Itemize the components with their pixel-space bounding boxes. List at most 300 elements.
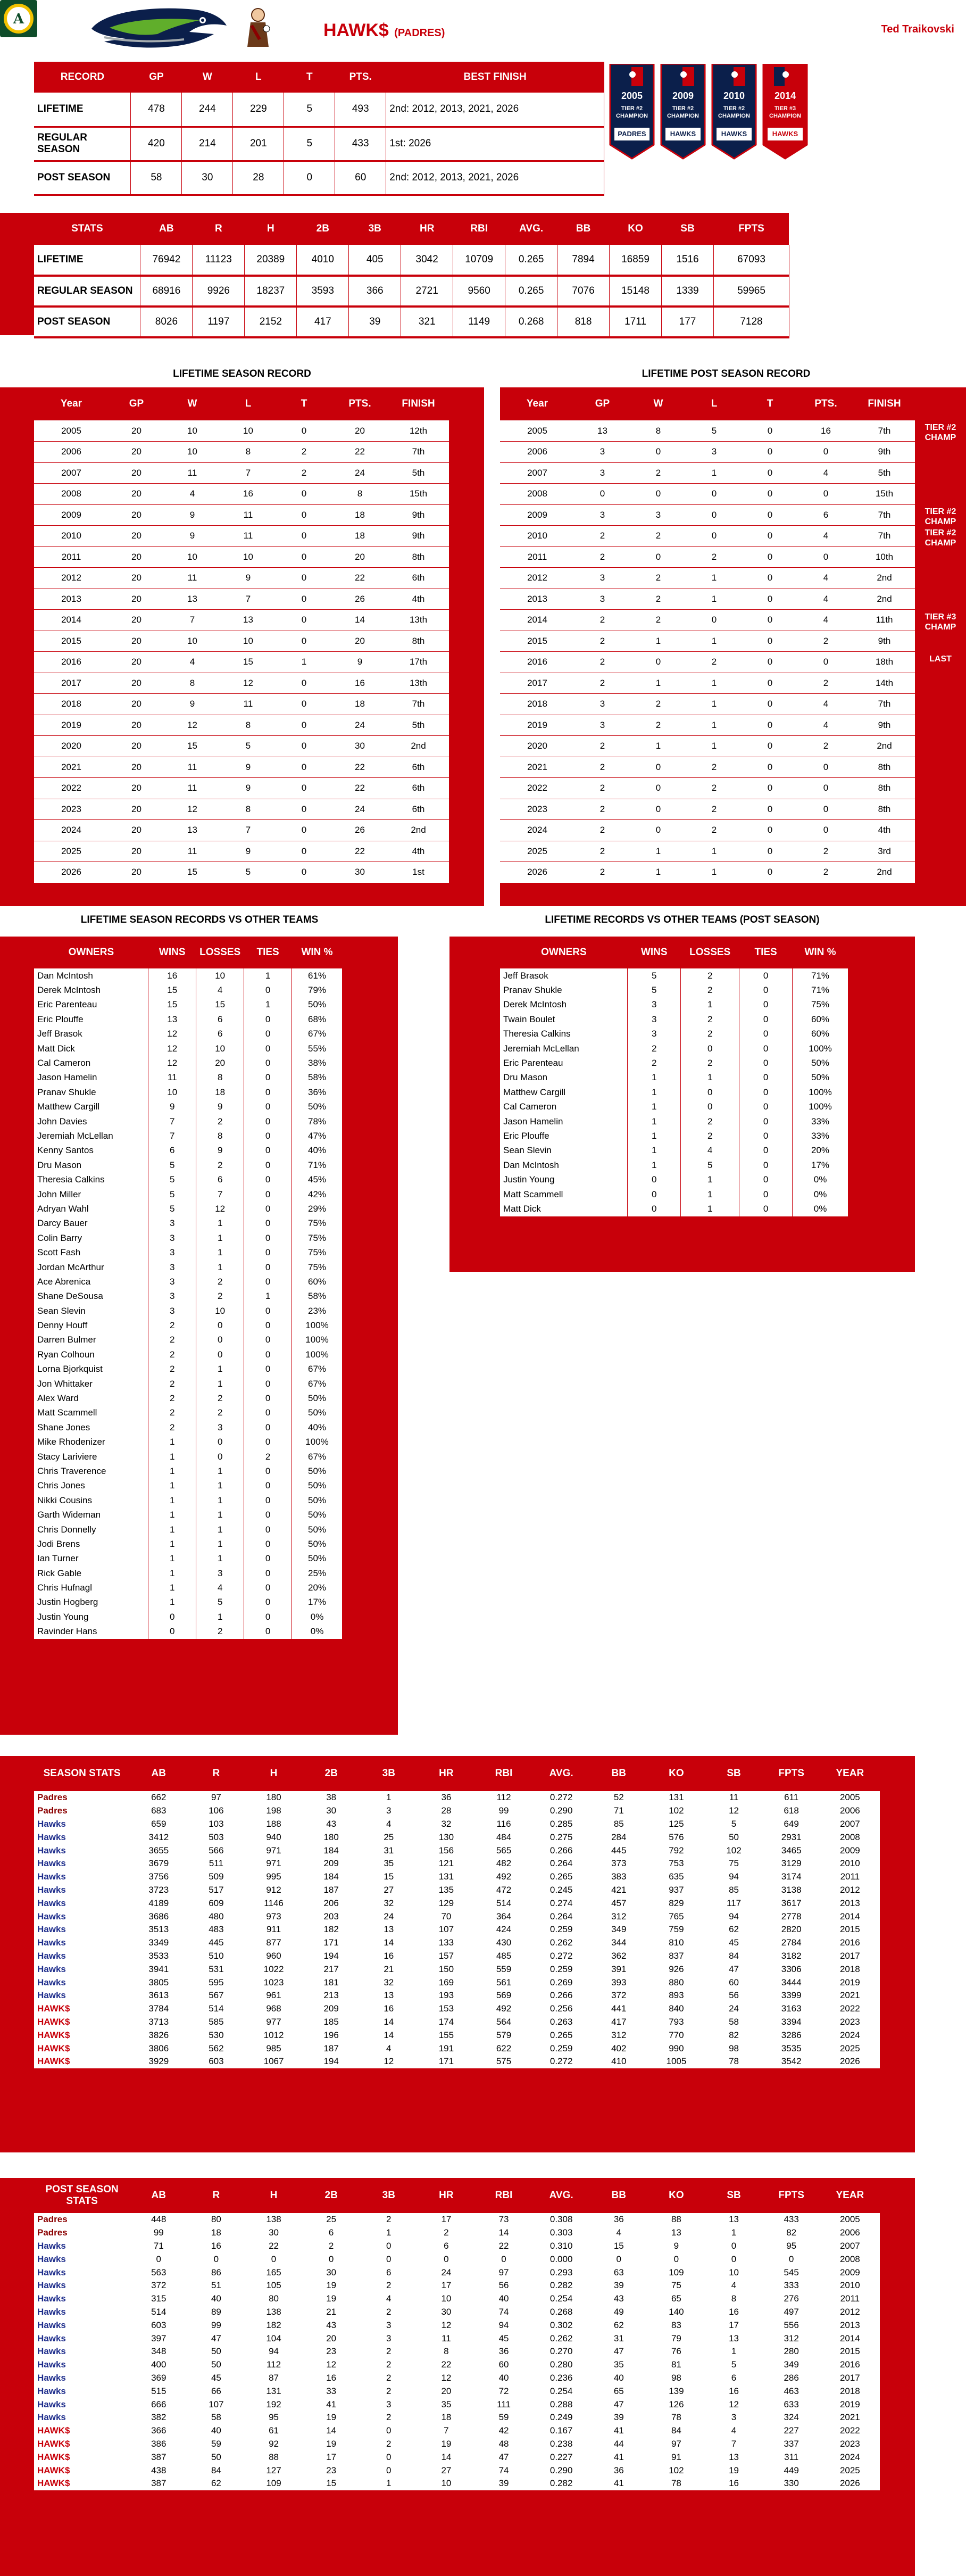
- column-header: AB: [151, 2190, 166, 2201]
- table-cell: 14: [384, 2016, 394, 2027]
- table-cell: 60%: [793, 1027, 848, 1041]
- table-cell: 2: [681, 1027, 739, 1041]
- table-cell: 109: [266, 2478, 281, 2489]
- table-cell: 98: [729, 2043, 739, 2053]
- table-cell: 3: [630, 504, 686, 526]
- table-cell: 13th: [388, 610, 449, 631]
- table-cell: 1: [386, 1792, 392, 1803]
- table-cell: 0: [742, 673, 798, 694]
- table-cell: 20: [109, 715, 164, 736]
- table-cell: 5: [148, 1202, 196, 1216]
- banner-text: PADRES: [618, 130, 646, 138]
- table-cell: 40: [613, 2372, 624, 2383]
- table-cell: 201: [233, 127, 284, 161]
- table-cell: 0: [628, 1172, 681, 1187]
- table-row: [500, 546, 915, 568]
- table-cell: 109: [669, 2267, 684, 2277]
- column-header: OWNERS: [541, 947, 587, 958]
- table-cell: 85: [613, 1818, 624, 1829]
- table-cell: 0: [686, 484, 742, 505]
- table-cell: 3: [574, 442, 630, 463]
- table-cell: 10: [196, 1304, 244, 1318]
- champ-note: TIER #3 CHAMP: [925, 612, 956, 632]
- table-cell: 531: [209, 1964, 224, 1974]
- table-cell: 40: [211, 2293, 221, 2304]
- table-cell: 364: [496, 1911, 512, 1921]
- table-row: [34, 1289, 343, 1304]
- table-row: [500, 1202, 848, 1216]
- table-cell: 28: [233, 161, 284, 195]
- table-cell: 912: [266, 1884, 281, 1895]
- table-cell: 880: [669, 1977, 684, 1987]
- table-cell: 810: [669, 1937, 684, 1948]
- table-cell: 3513: [148, 1924, 169, 1935]
- table-cell: 25%: [292, 1566, 343, 1580]
- table-cell: 15: [148, 983, 196, 997]
- table-cell: 2: [574, 778, 630, 799]
- table-cell: 0: [798, 652, 854, 673]
- table-row: [34, 2002, 880, 2016]
- table-cell: 24: [384, 1911, 394, 1921]
- column-header: T: [767, 398, 773, 409]
- table-cell: 0: [742, 694, 798, 715]
- table-cell: 16: [384, 2003, 394, 2014]
- season-record-table: [34, 387, 449, 883]
- table-cell: 75%: [292, 1245, 343, 1260]
- table-cell: 61%: [292, 968, 343, 983]
- table-cell: Lorna Bjorkquist: [34, 1362, 148, 1377]
- column-header: H: [270, 2190, 278, 2201]
- table-cell: 0: [276, 694, 332, 715]
- table-cell: 50%: [292, 1493, 343, 1508]
- table-cell: Eric Plouffe: [34, 1012, 148, 1026]
- table-cell: 22: [332, 757, 388, 778]
- table-cell: 0.245: [549, 1884, 573, 1895]
- table-cell: 433: [784, 2214, 799, 2225]
- table-cell: 3826: [148, 2030, 169, 2040]
- table-cell: 55%: [292, 1041, 343, 1056]
- table-row: [34, 2332, 880, 2345]
- table-cell: 20: [109, 757, 164, 778]
- table-cell: 3: [148, 1304, 196, 1318]
- table-cell: 2: [686, 799, 742, 820]
- table-cell: 0.227: [549, 2451, 573, 2462]
- table-cell: 2025: [839, 2043, 860, 2053]
- table-cell: 40%: [292, 1420, 343, 1435]
- table-cell: 3174: [781, 1871, 802, 1882]
- table-cell: 9: [196, 1100, 244, 1114]
- table-cell: 0.282: [549, 2478, 573, 2489]
- column-header: HR: [439, 1768, 454, 1779]
- table-cell: 180: [266, 1792, 281, 1803]
- table-cell: 485: [496, 1950, 512, 1961]
- table-cell: 94: [269, 2346, 279, 2357]
- table-cell: 65: [613, 2386, 624, 2396]
- table-cell: 0.265: [549, 2030, 573, 2040]
- table-cell: 3: [731, 2412, 737, 2423]
- table-row: [500, 1012, 848, 1026]
- table-cell: 15: [326, 2478, 337, 2489]
- table-cell: 58: [729, 2016, 739, 2027]
- table-cell: 1022: [263, 1964, 284, 1974]
- table-cell: 10: [196, 1041, 244, 1056]
- table-cell: 50%: [292, 1537, 343, 1551]
- table-cell: 80: [269, 2293, 279, 2304]
- table-cell: 13: [671, 2227, 681, 2238]
- table-cell: 0: [244, 1100, 292, 1114]
- champion-banner: [609, 64, 655, 160]
- table-cell: 7th: [388, 694, 449, 715]
- table-cell: 2008: [500, 484, 574, 505]
- table-cell: 0.266: [549, 1990, 573, 2001]
- table-cell: 1: [630, 862, 686, 883]
- table-cell: 0.290: [549, 2465, 573, 2475]
- table-cell: 47: [211, 2333, 221, 2343]
- table-cell: 0: [244, 1625, 292, 1639]
- table-cell: 3713: [148, 2016, 169, 2027]
- table-row: [34, 1406, 343, 1420]
- table-cell: 0: [148, 1610, 196, 1624]
- table-cell: 0: [244, 1377, 292, 1391]
- table-cell: 3: [574, 694, 630, 715]
- table-cell: 1: [686, 462, 742, 484]
- table-cell: 10: [148, 1085, 196, 1099]
- table-cell: 2: [686, 546, 742, 568]
- table-cell: Dan McIntosh: [500, 1158, 628, 1172]
- table-cell: 482: [496, 1858, 512, 1869]
- table-cell: 3723: [148, 1884, 169, 1895]
- table-cell: 20: [332, 546, 388, 568]
- table-cell: 3: [196, 1566, 244, 1580]
- table-row: [34, 1910, 880, 1923]
- table-cell: 11: [729, 1792, 739, 1803]
- table-row: [34, 715, 449, 736]
- table-cell: 445: [209, 1937, 224, 1948]
- banner-text: TIER #2: [672, 105, 694, 112]
- table-cell: 12: [326, 2359, 337, 2370]
- table-cell: 156: [438, 1845, 454, 1856]
- table-cell: 58: [131, 161, 182, 195]
- table-cell: 130: [438, 1832, 454, 1842]
- table-cell: 97: [671, 2438, 681, 2449]
- table-cell: 556: [784, 2320, 799, 2330]
- table-cell: 71%: [292, 1158, 343, 1172]
- table-cell: 116: [496, 1818, 511, 1829]
- table-cell: 7: [164, 610, 220, 631]
- table-cell: 3: [386, 2320, 392, 2330]
- table-row: [34, 2358, 880, 2372]
- table-cell: Colin Barry: [34, 1231, 148, 1245]
- table-cell: 0.264: [549, 1911, 573, 1921]
- table-cell: 184: [323, 1871, 339, 1882]
- table-row: [34, 1522, 343, 1537]
- table-cell: 13: [164, 820, 220, 841]
- table-cell: 2012: [839, 1884, 860, 1895]
- table-row: [34, 1566, 343, 1580]
- table-cell: 3: [386, 2333, 392, 2343]
- table-cell: 24: [332, 462, 388, 484]
- table-cell: 6: [148, 1144, 196, 1158]
- table-cell: Hawks: [37, 2372, 66, 2383]
- table-cell: 1: [686, 631, 742, 652]
- table-cell: Jeff Brasok: [34, 1027, 148, 1041]
- table-cell: 12: [384, 2056, 394, 2067]
- table-cell: 2014: [839, 1911, 860, 1921]
- table-cell: 2017: [34, 673, 109, 694]
- table-cell: 1: [148, 1449, 196, 1464]
- table-row: [34, 1595, 343, 1610]
- table-cell: 50%: [292, 1464, 343, 1478]
- svg-text:A: A: [13, 11, 24, 27]
- table-cell: 0.282: [549, 2280, 573, 2291]
- table-row: [34, 1435, 343, 1449]
- table-cell: 2: [574, 841, 630, 862]
- table-cell: 12: [148, 1027, 196, 1041]
- table-row: [34, 1804, 880, 1818]
- table-cell: Cal Cameron: [500, 1100, 628, 1114]
- table-cell: 397: [151, 2333, 166, 2343]
- table-cell: 515: [151, 2386, 166, 2396]
- column-header: RECORD: [60, 71, 105, 82]
- table-row: [34, 1791, 880, 1804]
- table-cell: 61: [269, 2425, 279, 2436]
- table-cell: 2: [148, 1362, 196, 1377]
- table-cell: 1: [148, 1508, 196, 1522]
- vs-teams-title: LIFETIME SEASON RECORDS VS OTHER TEAMS: [80, 914, 319, 925]
- table-row: [34, 1923, 880, 1936]
- table-cell: Justin Hogberg: [34, 1595, 148, 1610]
- column-header: WINS: [159, 947, 186, 958]
- table-cell: 1: [196, 1479, 244, 1493]
- table-cell: 0.272: [549, 1792, 573, 1803]
- table-cell: 0: [742, 652, 798, 673]
- table-cell: 3756: [148, 1871, 169, 1882]
- table-row: [500, 998, 848, 1012]
- owner-name: Ted Traikovski: [881, 23, 954, 35]
- table-row: [34, 1114, 343, 1129]
- table-cell: 366: [151, 2425, 166, 2436]
- table-row: [34, 526, 449, 547]
- table-cell: 0: [276, 610, 332, 631]
- table-cell: 24: [729, 2003, 739, 2014]
- table-cell: 0%: [292, 1625, 343, 1639]
- table-cell: 0: [244, 1420, 292, 1435]
- table-cell: 985: [266, 2043, 281, 2053]
- table-cell: 65: [671, 2293, 681, 2304]
- table-cell: 6: [196, 1172, 244, 1187]
- table-cell: 19: [326, 2280, 337, 2291]
- table-cell: 75%: [793, 998, 848, 1012]
- table-cell: 82: [786, 2227, 797, 2238]
- table-cell: 2005: [839, 1792, 860, 1803]
- table-cell: 405: [349, 245, 401, 276]
- table-cell: 770: [669, 2030, 684, 2040]
- table-row: [34, 1580, 343, 1595]
- column-header: AB: [159, 223, 174, 234]
- table-cell: 0.288: [549, 2399, 573, 2409]
- table-cell: Hawks: [37, 2293, 66, 2304]
- table-cell: 333: [784, 2280, 799, 2291]
- table-cell: 2013: [500, 589, 574, 610]
- table-cell: 111: [497, 2399, 511, 2409]
- table-cell: 2: [574, 757, 630, 778]
- table-cell: Adryan Wahl: [34, 1202, 148, 1216]
- stats-summary-table: [34, 213, 789, 338]
- table-cell: 27: [441, 2465, 452, 2475]
- table-cell: 1: [148, 1552, 196, 1566]
- table-row: [34, 1818, 880, 1831]
- table-cell: 448: [151, 2214, 166, 2225]
- table-cell: 40%: [292, 1144, 343, 1158]
- table-cell: 62: [613, 2320, 624, 2330]
- table-cell: 60%: [793, 1012, 848, 1026]
- table-row: [34, 1830, 880, 1844]
- table-cell: 0: [244, 1172, 292, 1187]
- table-cell: Hawks: [37, 1990, 66, 2001]
- table-cell: 10: [729, 2267, 739, 2277]
- table-cell: Rick Gable: [34, 1566, 148, 1580]
- table-cell: HAWK$: [37, 2451, 70, 2462]
- table-cell: 2: [196, 1406, 244, 1420]
- column-header: LOSSES: [689, 947, 731, 958]
- column-header: R: [212, 2190, 220, 2201]
- table-cell: 14: [326, 2425, 337, 2436]
- table-cell: 2: [196, 1114, 244, 1129]
- table-cell: 2nd: [854, 589, 915, 610]
- table-cell: 50: [729, 1832, 739, 1842]
- column-header: R: [212, 1768, 220, 1779]
- column-header: RBI: [495, 2190, 513, 2201]
- table-row: [500, 841, 915, 862]
- table-cell: 35: [613, 2359, 624, 2370]
- table-cell: 0: [742, 442, 798, 463]
- table-cell: 0.265: [505, 245, 557, 276]
- table-cell: 1: [196, 1552, 244, 1566]
- table-cell: Hawks: [37, 2320, 66, 2330]
- table-cell: 7th: [854, 420, 915, 442]
- table-cell: 196: [323, 2030, 339, 2040]
- table-cell: 2: [628, 1056, 681, 1070]
- table-row: [34, 127, 604, 161]
- table-cell: 97: [498, 2267, 509, 2277]
- table-cell: 17th: [388, 652, 449, 673]
- column-header: YEAR: [836, 2190, 864, 2201]
- table-cell: Hawks: [37, 2346, 66, 2357]
- table-cell: 0: [742, 546, 798, 568]
- table-cell: HAWK$: [37, 2425, 70, 2436]
- table-cell: 3: [386, 2399, 392, 2409]
- table-cell: Darcy Bauer: [34, 1216, 148, 1231]
- table-cell: 78: [671, 2478, 681, 2489]
- seahawks-logo-icon: [88, 4, 229, 55]
- table-cell: 1: [196, 1231, 244, 1245]
- table-cell: Matthew Cargill: [34, 1100, 148, 1114]
- table-cell: 20: [109, 799, 164, 820]
- banner-text: CHAMPION: [769, 113, 801, 119]
- table-cell: HAWK$: [37, 2465, 70, 2475]
- table-cell: 1339: [662, 276, 714, 307]
- table-cell: 22: [332, 778, 388, 799]
- table-row: [34, 1100, 343, 1114]
- table-cell: 2017: [500, 673, 574, 694]
- table-row: [34, 2345, 880, 2358]
- table-cell: 12: [729, 1805, 739, 1816]
- table-cell: 43: [613, 2293, 624, 2304]
- table-cell: 9: [220, 757, 276, 778]
- table-row: [500, 652, 915, 673]
- table-cell: 0.275: [549, 1832, 573, 1842]
- table-cell: 21: [384, 1964, 394, 1974]
- table-cell: 50: [211, 2451, 221, 2462]
- table-cell: 1: [244, 968, 292, 983]
- table-cell: 36: [613, 2465, 624, 2475]
- table-cell: 5th: [854, 462, 915, 484]
- table-cell: 139: [669, 2386, 684, 2396]
- table-cell: Chris Jones: [34, 1479, 148, 1493]
- table-cell: 1: [148, 1522, 196, 1537]
- table-cell: 0: [574, 484, 630, 505]
- table-cell: 0.263: [549, 2016, 573, 2027]
- table-cell: 206: [323, 1898, 339, 1908]
- table-cell: 131: [669, 1792, 684, 1803]
- table-row: [34, 484, 449, 505]
- table-cell: 192: [266, 2399, 281, 2409]
- champ-note: TIER #2 CHAMP: [925, 528, 956, 548]
- post-record-title: LIFETIME POST SEASON RECORD: [642, 368, 811, 379]
- table-cell: 0: [386, 2465, 392, 2475]
- table-cell: 13: [164, 589, 220, 610]
- table-cell: 2022: [34, 778, 109, 799]
- table-cell: 6: [196, 1027, 244, 1041]
- table-cell: 29%: [292, 1202, 343, 1216]
- table-cell: 0: [276, 820, 332, 841]
- table-cell: 649: [784, 1818, 799, 1829]
- table-cell: 3042: [401, 245, 453, 276]
- table-cell: 2007: [500, 462, 574, 484]
- table-cell: 0.262: [549, 1937, 573, 1948]
- table-cell: 4: [681, 1144, 739, 1158]
- table-cell: 23%: [292, 1304, 343, 1318]
- table-cell: 0: [244, 1216, 292, 1231]
- table-cell: 0: [630, 546, 686, 568]
- table-cell: 430: [496, 1937, 512, 1948]
- table-cell: 441: [611, 2003, 627, 2014]
- table-cell: 2nd: [854, 736, 915, 757]
- table-cell: 1: [196, 1537, 244, 1551]
- table-cell: 198: [266, 1805, 281, 1816]
- table-cell: Stacy Lariviere: [34, 1449, 148, 1464]
- table-cell: 30: [326, 2267, 337, 2277]
- table-row: [34, 2292, 880, 2306]
- table-cell: 14: [332, 610, 388, 631]
- table-row: [500, 1144, 848, 1158]
- table-cell: 7: [220, 462, 276, 484]
- post-record-champ-notes: [915, 387, 966, 906]
- table-cell: 42%: [292, 1187, 343, 1202]
- table-cell: 0.293: [549, 2267, 573, 2277]
- table-cell: 150: [438, 1964, 454, 1974]
- table-cell: 23: [326, 2346, 337, 2357]
- table-cell: 0: [213, 2254, 219, 2264]
- table-cell: 94: [498, 2320, 509, 2330]
- table-cell: 5: [284, 127, 335, 161]
- table-row: [34, 568, 449, 589]
- table-row: [34, 673, 449, 694]
- table-cell: HAWK$: [37, 2056, 70, 2067]
- table-row: [34, 2438, 880, 2451]
- table-cell: Matt Dick: [500, 1202, 628, 1216]
- column-header: YEAR: [836, 1768, 864, 1779]
